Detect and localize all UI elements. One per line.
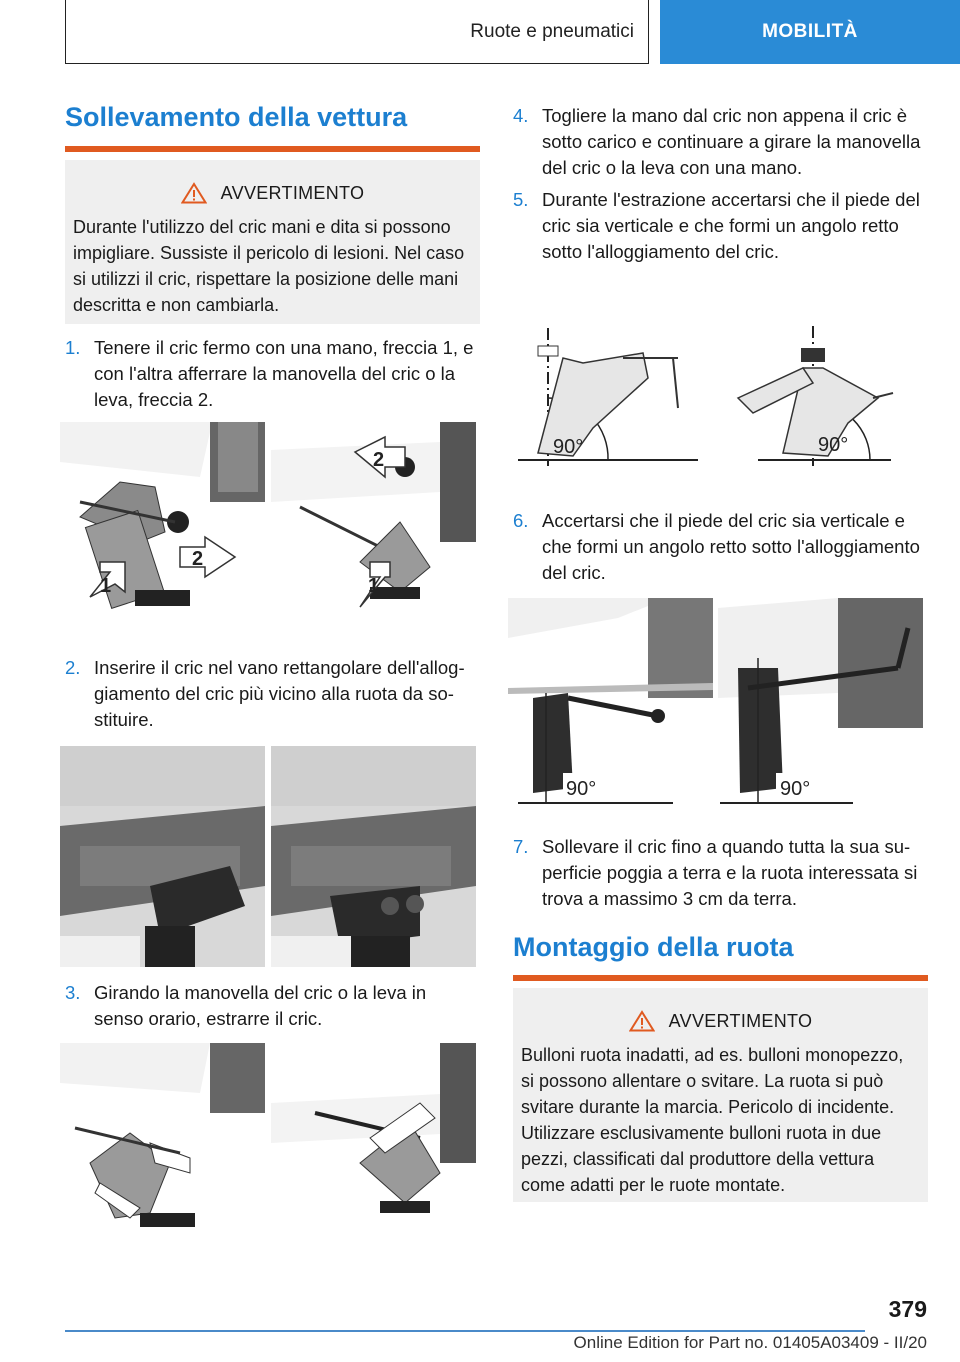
figure-jack-seat (60, 746, 476, 967)
warning-text-2: Bulloni ruota inadatti, ad es. bulloni monopezzo, si possono allentare o svitare. La ruota si può svitare durante la marcia. Pericolo di incidente. Utilizzare esclusivamente bulloni ruota in due pezzi, classificati dal produttore della vettura come adatti per le ruote montate. (521, 1045, 904, 1195)
step-number: 2. (65, 657, 81, 678)
step-number: 3. (65, 982, 81, 1003)
step-text: Accertarsi che il piede del cric sia verticale e che formi un angolo retto sotto l'alloggiamento del cric. (542, 510, 920, 583)
section-heading-montaggio: Montaggio della ruota (513, 932, 794, 962)
page-number: 379 (888, 1296, 927, 1322)
warning-box-2 (513, 988, 928, 1202)
step-number: 4. (513, 105, 529, 126)
step-7 (513, 834, 928, 912)
heading-rule (65, 146, 480, 152)
angle-label-right: 90° (818, 434, 849, 456)
step-6 (513, 508, 928, 586)
heading-rule-2 (513, 975, 928, 981)
step-text: Togliere la mano dal cric non appena il cric è sotto carico e continuare a girare la manovella del cric o la leva con una mano. (542, 105, 921, 178)
section-title: MOBILITÀ (762, 21, 858, 42)
section-tab (660, 0, 960, 64)
step-3 (65, 980, 480, 1032)
chapter-title: Ruote e pneumatici (470, 20, 634, 42)
step-1 (65, 335, 480, 413)
step-text: Girando la manovella del cric o la leva in senso orario, estrarre il cric. (94, 982, 427, 1029)
step-5 (513, 187, 928, 265)
chapter-tab (65, 0, 649, 64)
warning-box (65, 160, 480, 324)
warning-header-2 (521, 1008, 920, 1034)
figure-jack-vertical-photos (508, 598, 923, 806)
figure-jack-crank (60, 1043, 476, 1231)
step-text: Sollevare il cric fino a quando tutta la sua superficie poggia a terra e la ruota interessata si trova a massimo 3 cm da terra. (542, 836, 918, 909)
figure-jack-handling (60, 422, 476, 616)
step-4 (513, 103, 928, 181)
footer-rule (65, 1330, 865, 1332)
step-text: Tenere il cric fermo con una mano, freccia 1, e con l'altra afferrare la manovella del cric o la leva, freccia 2. (94, 337, 474, 410)
arrow-label-2: 2 (192, 548, 204, 570)
angle-label-photo-left: 90° (566, 778, 597, 800)
arrow-label-1b: 1 (368, 575, 380, 597)
step-2 (65, 655, 480, 733)
step-number: 7. (513, 836, 529, 857)
warning-label-2: AVVERTIMENTO (668, 1011, 813, 1031)
step-text: Inserire il cric nel vano rettangolare dell'alloggiamento del cric più vicino alla ruota da sostituire. (94, 657, 465, 730)
angle-label-photo-right: 90° (780, 778, 811, 800)
angle-label-left: 90° (553, 436, 584, 458)
warning-triangle-icon (629, 1010, 655, 1032)
warning-text: Durante l'utilizzo del cric mani e dita si possono impigliare. Sussiste il pericolo di lesioni. Nel caso si utilizzi il cric, rispettare la posizione delle mani descritta e non cambiarla. (73, 217, 465, 315)
warning-header (73, 180, 472, 206)
warning-label: AVVERTIMENTO (220, 183, 365, 203)
footer-edition: Online Edition for Part no. 01405A03409 - II/20 (573, 1333, 927, 1352)
warning-triangle-icon (181, 182, 207, 204)
step-text: Durante l'estrazione accertarsi che il piede del cric sia verticale e che formi un angolo retto sotto l'alloggiamento del cric. (542, 189, 920, 262)
figure-jack-right-angle-diagram (513, 318, 898, 468)
step-number: 6. (513, 510, 529, 531)
step-number: 1. (65, 337, 81, 358)
section-heading-sollevamento: Sollevamento della vettura (65, 102, 408, 132)
arrow-label-2b: 2 (373, 449, 385, 471)
step-number: 5. (513, 189, 529, 210)
arrow-label-1: 1 (100, 575, 112, 597)
